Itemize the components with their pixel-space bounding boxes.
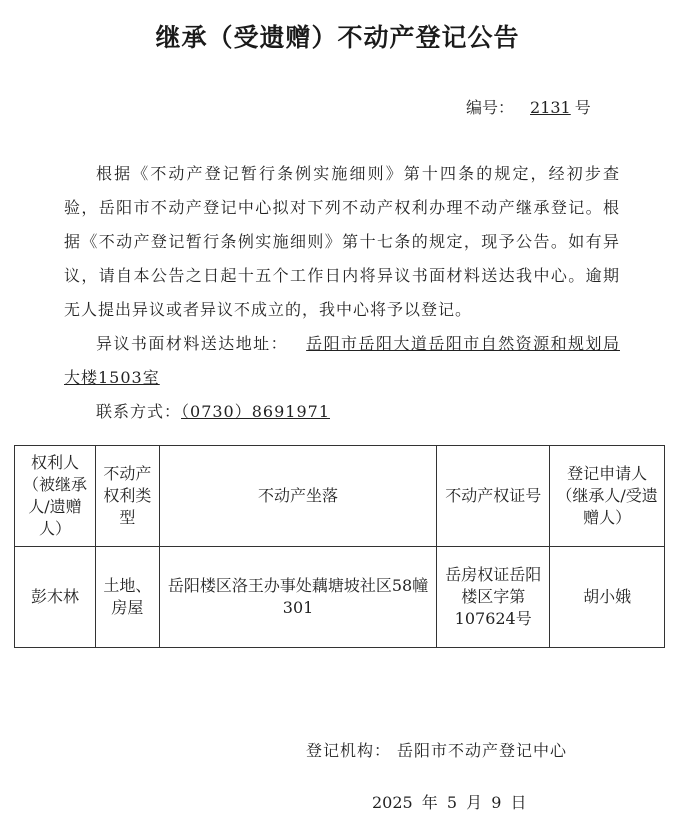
registration-authority: [306, 738, 567, 761]
objection-address-value: 岳阳市岳阳大道岳阳市自然资源和规划局大楼1503室: [64, 334, 620, 387]
cell-certificate-no: 岳房权证岳阳楼区字第107624号: [437, 547, 550, 648]
document-number-value: 2131: [530, 98, 571, 117]
registration-table: [14, 445, 665, 648]
objection-address: [64, 327, 620, 395]
table-row: [15, 547, 665, 648]
objection-address-label: 异议书面材料送达地址：: [96, 334, 289, 353]
document-number-suffix: 号: [574, 98, 591, 117]
header-right-type: 不动产权利类型: [95, 446, 159, 547]
cell-right-holder: 彭木林: [15, 547, 96, 648]
authority-label: 登记机构：: [306, 741, 392, 760]
header-location: 不动产坐落: [159, 446, 436, 547]
document-number: [466, 95, 591, 118]
header-applicant: 登记申请人（继承人/受遗赠人）: [550, 446, 665, 547]
contact-info: [64, 395, 620, 429]
cell-location: 岳阳楼区洛王办事处藕塘坡社区58幢301: [159, 547, 436, 648]
announcement-date: 2025 年 5 月 9 日: [372, 793, 527, 812]
document-number-label: 编号：: [466, 98, 515, 117]
header-right-holder: 权利人（被继承人/遗赠人）: [15, 446, 96, 547]
cell-right-type: 土地、房屋: [95, 547, 159, 648]
page-title: 继承（受遗赠）不动产登记公告: [155, 23, 520, 52]
cell-applicant: 胡小娥: [550, 547, 665, 648]
table-header-row: [15, 446, 665, 547]
announcement-paragraph: 根据《不动产登记暂行条例实施细则》第十四条的规定，经初步查验，岳阳市不动产登记中心拟对下列不动产权利办理不动产继承登记。根据《不动产登记暂行条例实施细则》第十七条的规定，现予公告。如有异议，请自本公告之日起十五个工作日内将异议书面材料送达我中心。逾期无人提出异议或者异议不成立的，我中心将予以登记。: [64, 164, 620, 319]
announcement-body: [64, 157, 620, 429]
contact-value: （0730）8691971: [181, 402, 330, 421]
authority-value: 岳阳市不动产登记中心: [397, 741, 568, 760]
contact-label: 联系方式：: [96, 402, 182, 421]
header-certificate-no: 不动产权证号: [437, 446, 550, 547]
